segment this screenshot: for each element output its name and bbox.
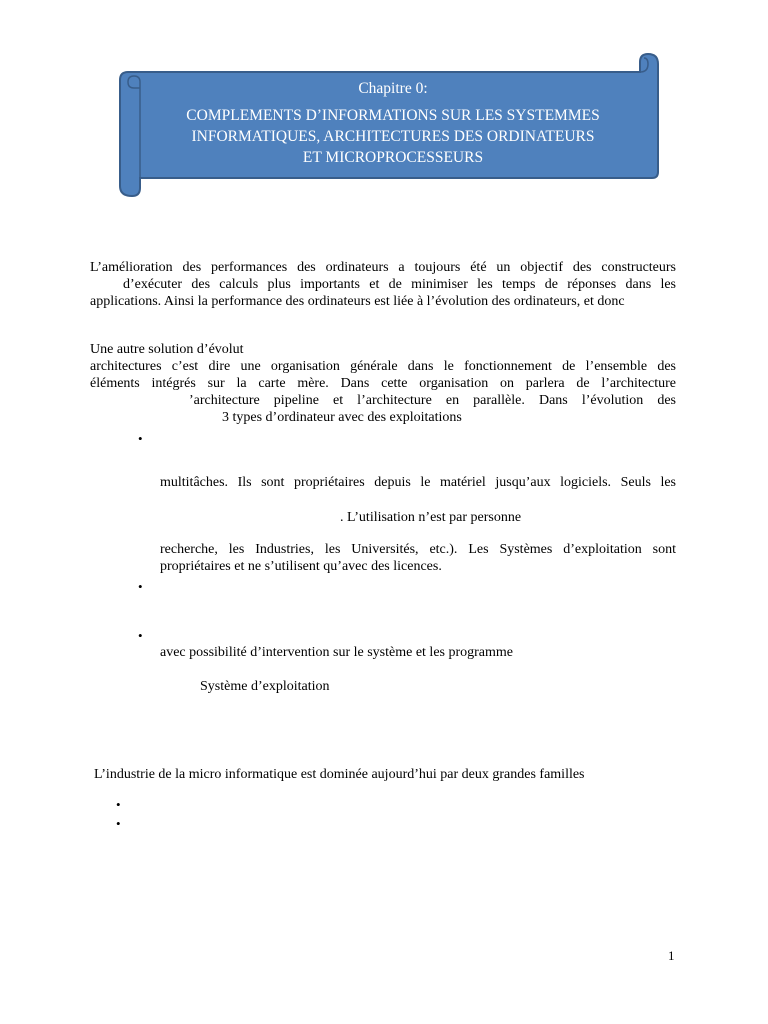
paragraph-1-line: applications. Ainsi la performance des ordinateurs est liée à l’évolution des ordinateurs, et donc bbox=[90, 294, 625, 309]
list-item-line: multitâches. Ils sont propriétaires depuis le matériel jusqu’aux logiciels. Seuls les bbox=[160, 475, 676, 490]
chapter-title-line: ET MICROPROCESSEURS bbox=[302, 149, 484, 166]
paragraph-3: L’industrie de la micro informatique est dominée aujourd’hui par deux grandes familles bbox=[94, 767, 585, 782]
paragraph-2-line: Une autre solution d’évolut bbox=[90, 342, 244, 357]
chapter-banner bbox=[118, 52, 660, 198]
paragraph-2-line: éléments intégrés sur la carte mère. Dans cette organisation on parlera de l’architecture bbox=[90, 376, 676, 391]
bullet-icon: • bbox=[116, 816, 121, 831]
list-item-line: recherche, les Industries, les Universités, etc.). Les Systèmes d’exploitation sont bbox=[160, 542, 676, 557]
bullet-icon: • bbox=[138, 579, 143, 594]
list-item-line: . L’utilisation n’est par personne bbox=[340, 510, 522, 525]
bullet-icon: • bbox=[138, 431, 143, 446]
paragraph-2-line: 3 types d’ordinateur avec des exploitations bbox=[222, 410, 462, 425]
list-item-line: avec possibilité d’intervention sur le système et les programme bbox=[160, 645, 514, 660]
bullet-icon: • bbox=[138, 628, 143, 643]
bullet-icon: • bbox=[116, 797, 121, 812]
list-item-line: propriétaires et ne s’utilisent qu’avec des licences. bbox=[160, 559, 442, 574]
chapter-title-line: INFORMATIQUES, ARCHITECTURES DES ORDINATEURS bbox=[191, 128, 595, 145]
paragraph-2-line: ’architecture pipeline et l’architecture en parallèle. Dans l’évolution des bbox=[189, 393, 676, 408]
paragraph-1-line: d’exécuter des calculs plus importants et de minimiser les temps de réponses dans les bbox=[123, 277, 676, 292]
banner-text bbox=[148, 78, 638, 168]
paragraph-2-line: architectures c’est dire une organisation générale dans le fonctionnement de l’ensemble des bbox=[90, 359, 676, 374]
list-item-line: Système d’exploitation bbox=[200, 679, 330, 694]
chapter-label: Chapitre 0: bbox=[358, 80, 428, 97]
chapter-title-line: COMPLEMENTS D’INFORMATIONS SUR LES SYSTEMMES bbox=[186, 107, 600, 124]
page-number: 1 bbox=[668, 948, 675, 963]
paragraph-1-line: L’amélioration des performances des ordinateurs a toujours été un objectif des constructeurs bbox=[90, 260, 676, 275]
